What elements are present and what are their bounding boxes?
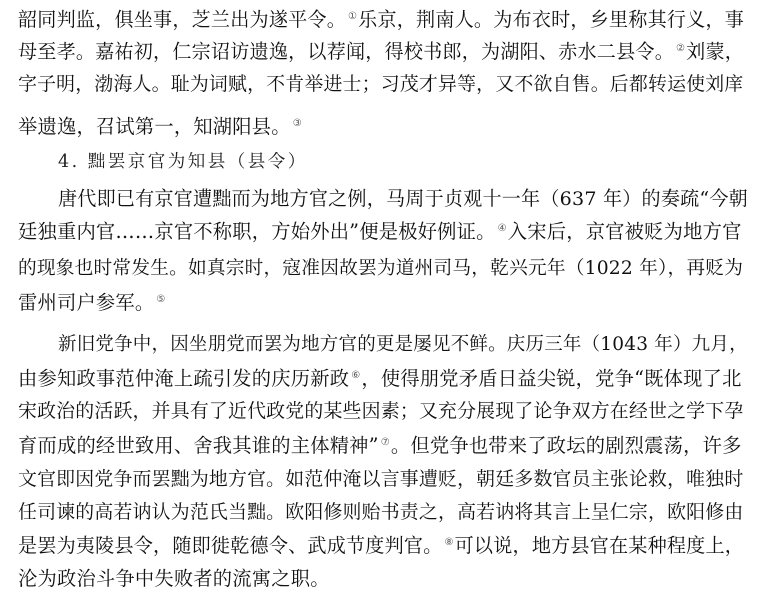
footnote-marker[interactable]: ②: [676, 42, 686, 54]
text-line: [18, 563, 750, 594]
line-text: 由参知政事范仲淹上疏引发的庆历新政: [18, 367, 350, 390]
line-text: 唐代即已有京官遭黜而为地方官之例，马周于贞观十一年（637 年）的奏疏“今朝: [58, 187, 748, 210]
text-line: [18, 396, 750, 427]
line-text: 乐京，荆南人。为布衣时，乡里称其行义，事: [358, 8, 745, 31]
text-line: [18, 253, 750, 284]
line-text: 宋政治的活跃，并具有了近代政党的某些因素；又充分展现了论争双方在经世之学下孕: [18, 400, 744, 422]
text-line: [58, 329, 750, 360]
section-heading: 4. 黜罢京官为知县（县令）: [58, 152, 308, 172]
line-text: 字子明，渤海人。耻为词赋，不肯举进士；习茂才异等，又不欲自售。后都转运使刘庠: [18, 73, 744, 95]
footnote-marker[interactable]: ④: [497, 222, 507, 234]
line-text: ，使得朋党矛盾日益尖锐，党争“既体现了北: [361, 367, 742, 390]
text-line: [18, 111, 750, 142]
text-line: [18, 464, 750, 495]
text-line: [18, 4, 750, 35]
line-text: 沦为政治斗争中失败者的流寓之职。: [18, 567, 330, 590]
text-line: [18, 430, 750, 461]
text-line: [18, 216, 750, 247]
line-text: 。但党争也带来了政坛的剧烈震荡，许多: [390, 434, 742, 457]
line-text: 可以说，地方县官在某种程度上，: [454, 534, 745, 557]
line-text: 育而成的经世致用、舍我其谁的主体精神”: [18, 434, 379, 457]
line-text: 韶同判监，俱坐事，芝兰出为遂平令。: [18, 8, 346, 31]
line-text: 文官即因党争而罢黜为地方官。如范仲淹以言事遭贬，朝廷多数官员主张论救，唯独时: [18, 468, 744, 490]
line-text: 母至孝。嘉祐初，仁宗诏访遗逸，以荐闻，得校书郎，为湖阳、赤水二县令。: [18, 40, 674, 63]
footnote-marker[interactable]: ①: [348, 10, 358, 22]
line-text: 入宋后，京官被贬为地方官: [507, 220, 742, 243]
line-text: 的现象也时常发生。如真宗时，寇准因故罢为道州司马，乾兴元年（1022 年），再贬为: [18, 258, 744, 279]
text-line: [18, 287, 750, 318]
line-text: 是罢为夷陵县令，随即徙乾德令、武成节度判官。: [18, 534, 443, 557]
text-line: [18, 497, 750, 528]
text-line: [18, 69, 750, 100]
line-text: 刘蒙，: [686, 40, 745, 63]
line-text: 任司谏的高若讷认为范氏当黜。欧阳修则贻书责之，高若讷将其言上呈仁宗，欧阳修由: [18, 501, 744, 523]
text-line: [18, 530, 750, 561]
line-text: 新旧党争中，因坐朋党而罢为地方官的更是屡见不鲜。庆历三年（1043 年）九月，: [58, 334, 748, 355]
footnote-marker[interactable]: ③: [292, 117, 302, 129]
line-text: 雷州司户参军。: [18, 291, 155, 314]
footnote-marker[interactable]: ⑥: [351, 369, 361, 381]
text-line: [18, 36, 750, 67]
footnote-marker[interactable]: ⑤: [156, 293, 166, 305]
text-line: [18, 363, 750, 394]
footnote-marker[interactable]: ⑦: [380, 436, 390, 448]
text-line: [58, 183, 750, 214]
line-text: 举遗逸，召试第一，知湖阳县。: [18, 115, 291, 138]
line-text: 廷独重内官……京官不称职，方始外出”便是极好例证。: [18, 220, 496, 243]
footnote-marker[interactable]: ⑧: [444, 536, 454, 548]
